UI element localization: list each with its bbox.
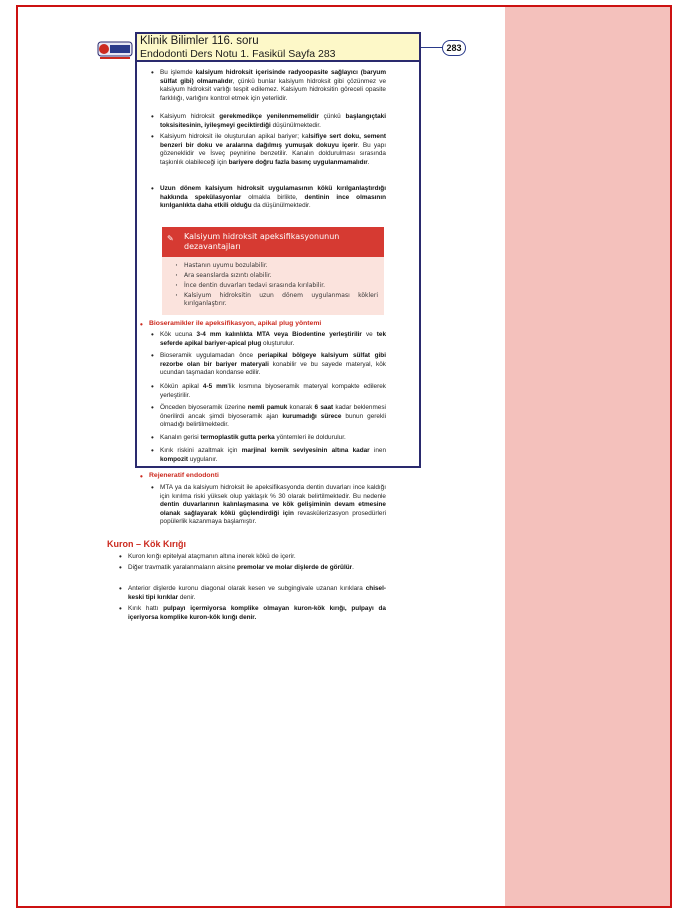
list-item: • Kırık hattı pulpayı içermiyorsa komplike olmayan kuron-kök kırığı, pulpayı da içeriyorsa komplike kuron-kök kırığı denir. (128, 605, 386, 622)
list-item: · Kalsiyum hidroksitin uzun dönem uygulanması kökleri kırılganlaştırır. (184, 292, 378, 308)
list-item: · İnce dentin duvarları tedavi sırasında kırılabilir. (184, 282, 378, 290)
list-item: • Kuron kırığı epitelyal ataçmanın altına inerek kökü de içerir. (128, 553, 386, 562)
section-heading: Kuron – Kök Kırığı (107, 539, 187, 549)
list-item: • Kalsiyum hidroksit gerekmedikçe yenilenmemelidir çünkü başlangıçtaki toksisitesinin, iyileşmeyi geciktirdiği düşünülmektedir. (160, 113, 386, 130)
disadvantages-title: Kalsiyum hidroksit apeksifikasyonunun dezavantajları (184, 232, 340, 251)
disadvantages-header (162, 227, 384, 257)
list-item: • Kök ucuna 3-4 mm kalınlıkta MTA veya Biodentine yerleştirilir ve tek seferde apikal bariyer-apical plug oluşturulur. (160, 331, 386, 348)
page-number: 283 (442, 40, 466, 56)
note-title: Klinik Bilimler 116. soru (140, 35, 259, 47)
margin-column (505, 7, 670, 906)
list-item: • Anterior dişlerde kuronu diagonal olarak kesen ve subgingivale uzanan kırıklara chisel-keski tipi kırıklar denir. (128, 585, 386, 602)
list-item: • Kanalın gerisi termoplastik gutta perka yöntemleri ile doldurulur. (160, 434, 386, 443)
note-subtitle: Endodonti Ders Notu 1. Fasikül Sayfa 283 (140, 48, 336, 60)
list-item: · Ara seanslarda sızıntı olabilir. (184, 272, 378, 280)
list-item: • Kökün apikal 4-5 mm'lik kısmına biyoseramik materyal kompakte edilerek yerleştirilir. (160, 383, 386, 400)
pen-icon: ✎ (167, 234, 174, 243)
list-item: • Bioseramik uygulamadan önce periapikal bölgeye kalsiyum sülfat gibi rezorbe olan bir bariyer materyali konabilir ve bu sayede materyal, kök ucundan taşmadan kondanse edilir. (160, 352, 386, 378)
publisher-logo-icon (97, 39, 133, 61)
note-banner (135, 32, 421, 62)
list-item: • Kalsiyum hidroksit ile oluşturulan apikal bariyer; kalsifiye sert doku, sement benzeri bir doku ve aralarına dağılmış yumuşak dokuyu içerir. Bu yapı gözeneklidir ve İsveç peynirine benzetilir. Kanalın doldurulması sırasında taşkınlık olabileceği için bariyere doğru fazla basınç uygulanmamalıdır. (160, 133, 386, 167)
section-heading: • Rejeneratif endodonti (149, 472, 219, 479)
list-item: • Uzun dönem kalsiyum hidroksit uygulamasının kökü kırılganlaştırdığı hakkında spekülasyonlar olmakla birlikte, dentinin ince olmasının kırılganlıkta daha etkili olduğu da düşünülmektedir. (160, 185, 386, 211)
list-item: · Hastanın uyumu bozulabilir. (184, 262, 378, 270)
list-item: • Bu işlemde kalsiyum hidroksit içerisinde radyoopasite sağlayıcı (baryum sülfat gibi) olmamalıdır, çünkü bunlar kalsiyum hidroksit gibi çözünmez ve kalsiyum hidroksit varlığı tespit edilemez. Kalsiyum hidroksitin göreceli opasite farklılığı, varlığını kontrol etmek için yeterlidir. (160, 69, 386, 103)
list-item: • Diğer travmatik yaralanmaların aksine premolar ve molar dişlerde de görülür. (128, 564, 386, 573)
page-number-connector (421, 47, 443, 48)
section-heading: • Bioseramikler ile apeksifikasyon, apikal plug yöntemi (149, 320, 321, 327)
list-item: • Önceden biyoseramik üzerine nemli pamuk konarak 6 saat kadar beklenmesi önerilirdi ancak şimdi biyoseramik ajan kurumadığı sürece bunun gerekli olmadığı belirtilmektedir. (160, 404, 386, 430)
list-item: • MTA ya da kalsiyum hidroksit ile apeksifikasyonda dentin duvarları ince kaldığı için kırılma riski yüksek olup yaklaşık % 30 olarak belirtilmektedir. Bu nedenle dentin duvarlarının kalınlaşmasına ve kök gelişiminin devam etmesine olanak sağlayarak kökü güçlendirdiği için revaskülerizasyon prosedürleri popülerlik kazanmaya başlamıştır. (160, 484, 386, 527)
list-item: • Kırık riskini azaltmak için marjinal kemik seviyesinin altına kadar inen kompozit uygulanır. (160, 447, 386, 464)
